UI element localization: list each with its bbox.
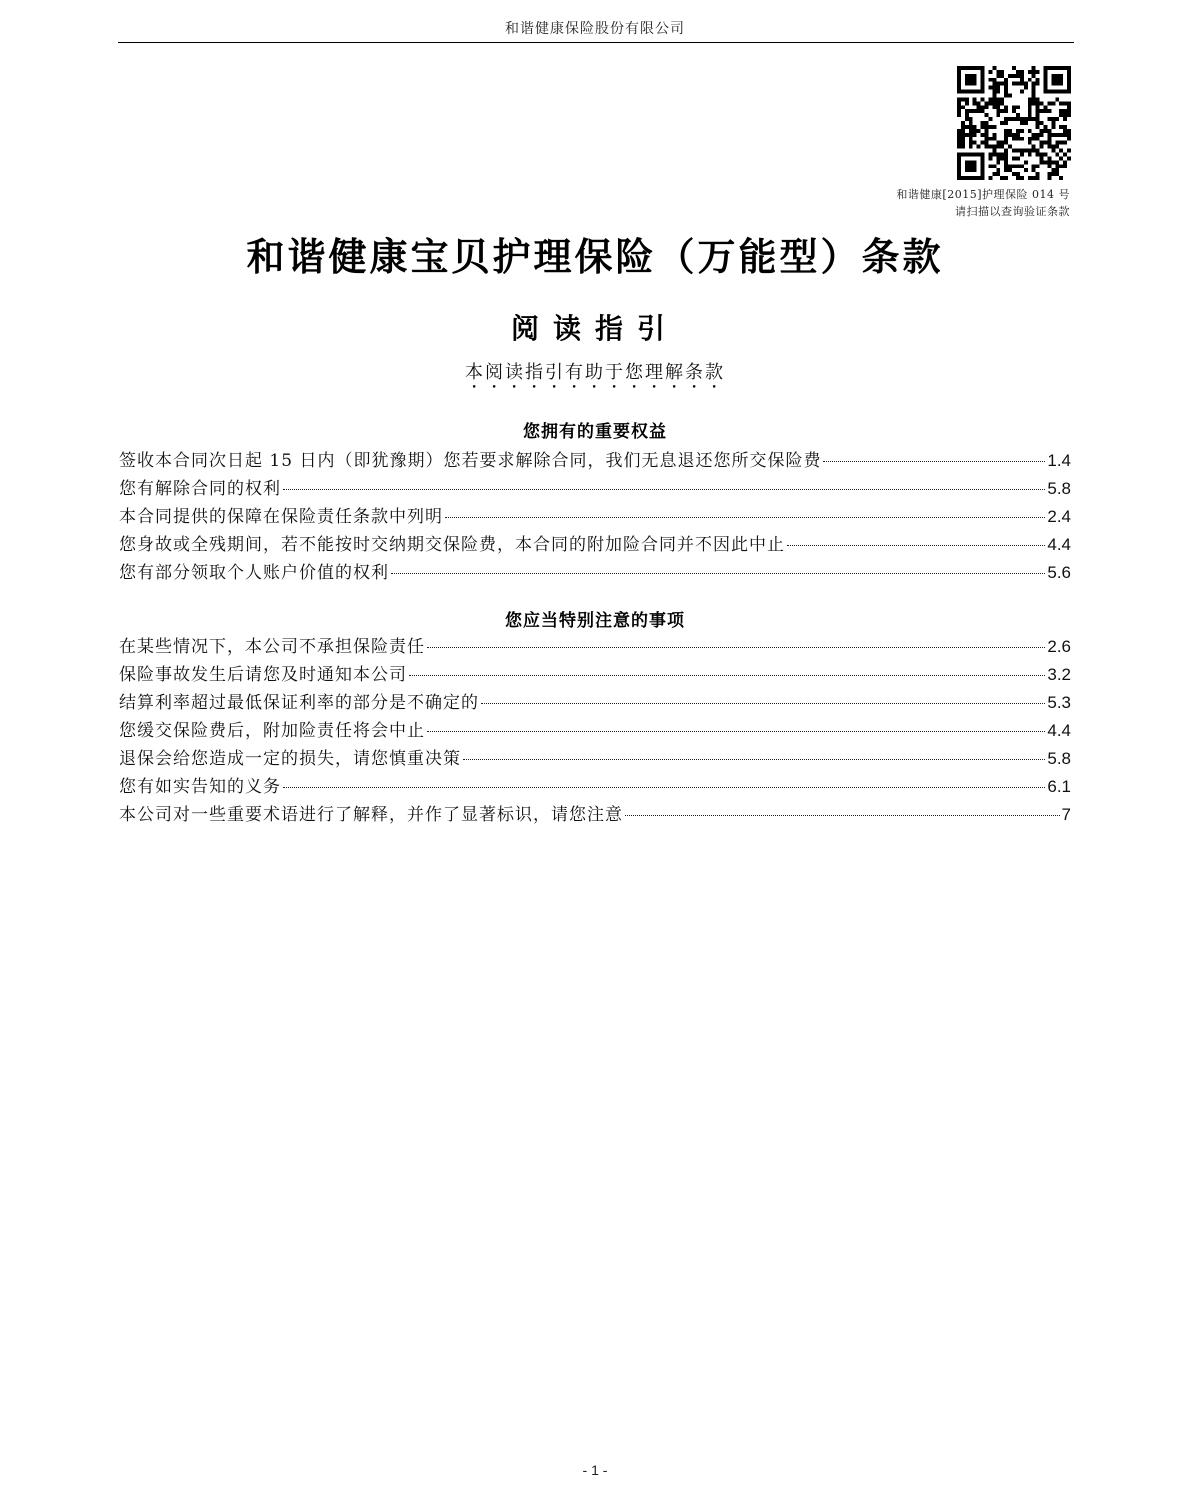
toc-page-ref: 7 bbox=[1061, 805, 1071, 824]
reading-guide-title: 阅读指引 bbox=[510, 312, 679, 345]
header-divider bbox=[118, 42, 1074, 43]
registration-number: 和谐健康[2015]护理保险 014 号 bbox=[896, 188, 1070, 201]
dot-leader bbox=[625, 815, 1060, 816]
dot-leader bbox=[283, 787, 1045, 788]
toc-page-ref: 2.4 bbox=[1047, 507, 1071, 526]
toc-entry-text: 在某些情况下，本公司不承担保险责任 bbox=[119, 637, 425, 657]
dot-leader bbox=[463, 759, 1045, 760]
toc-row[interactable] bbox=[119, 660, 1071, 688]
reading-guide-subtitle: 本阅读指引有助于您理解条款 bbox=[465, 362, 725, 383]
dot-leader bbox=[823, 461, 1045, 462]
toc-row[interactable] bbox=[119, 474, 1071, 502]
toc-entry-text: 您有解除合同的权利 bbox=[119, 479, 281, 499]
toc-page-ref: 4.4 bbox=[1047, 535, 1071, 554]
toc-row[interactable] bbox=[119, 772, 1071, 800]
toc-entry-text: 退保会给您造成一定的损失，请您慎重决策 bbox=[119, 749, 461, 769]
document-title: 和谐健康宝贝护理保险（万能型）条款 bbox=[246, 234, 944, 279]
dot-leader bbox=[481, 703, 1045, 704]
scan-instruction: 请扫描以查询验证条款 bbox=[955, 205, 1070, 218]
toc-entry-text: 结算利率超过最低保证利率的部分是不确定的 bbox=[119, 693, 479, 713]
toc-row[interactable] bbox=[119, 800, 1071, 828]
toc-row[interactable] bbox=[119, 530, 1071, 558]
dot-leader bbox=[427, 731, 1045, 732]
page-number: - 1 - bbox=[582, 1462, 608, 1478]
toc-entry-text: 您有如实告知的义务 bbox=[119, 777, 281, 797]
toc-row[interactable] bbox=[119, 502, 1071, 530]
toc-entry-text: 您缓交保险费后，附加险责任将会中止 bbox=[119, 721, 425, 741]
toc-entry-text: 本合同提供的保障在保险责任条款中列明 bbox=[119, 507, 443, 527]
toc-entry-text: 您身故或全残期间，若不能按时交纳期交保险费，本合同的附加险合同并不因此中止 bbox=[119, 535, 785, 555]
toc-row[interactable] bbox=[119, 744, 1071, 772]
dot-leader bbox=[283, 489, 1045, 490]
toc-page-ref: 5.6 bbox=[1047, 563, 1071, 582]
toc-page-ref: 1.4 bbox=[1047, 451, 1071, 470]
toc-entry-text: 本公司对一些重要术语进行了解释，并作了显著标识，请您注意 bbox=[119, 805, 623, 825]
toc-row[interactable] bbox=[119, 716, 1071, 744]
toc-row[interactable] bbox=[119, 632, 1071, 660]
toc-entry-text: 签收本合同次日起 15 日内（即犹豫期）您若要求解除合同，我们无息退还您所交保险费 bbox=[119, 451, 822, 471]
dot-leader bbox=[427, 647, 1045, 648]
toc-row[interactable] bbox=[119, 558, 1071, 586]
rights-heading: 您拥有的重要权益 bbox=[523, 422, 667, 442]
toc-page-ref: 4.4 bbox=[1047, 721, 1071, 740]
toc-page-ref: 6.1 bbox=[1047, 777, 1071, 796]
notices-heading: 您应当特别注意的事项 bbox=[505, 611, 685, 631]
toc-page-ref: 2.6 bbox=[1047, 637, 1071, 656]
reading-guide-subtitle-wrap bbox=[0, 358, 1190, 393]
rights-list bbox=[119, 446, 1071, 586]
dot-leader bbox=[391, 573, 1045, 574]
notices-list bbox=[119, 632, 1071, 828]
dot-leader bbox=[445, 517, 1045, 518]
toc-page-ref: 5.8 bbox=[1047, 479, 1071, 498]
toc-row[interactable] bbox=[119, 688, 1071, 716]
page-header-company: 和谐健康保险股份有限公司 bbox=[505, 21, 685, 37]
toc-page-ref: 5.8 bbox=[1047, 749, 1071, 768]
toc-entry-text: 您有部分领取个人账户价值的权利 bbox=[119, 563, 389, 583]
toc-entry-text: 保险事故发生后请您及时通知本公司 bbox=[119, 665, 407, 685]
toc-page-ref: 5.3 bbox=[1047, 693, 1071, 712]
dot-leader bbox=[787, 545, 1045, 546]
qr-code-icon bbox=[957, 66, 1071, 180]
toc-row[interactable] bbox=[119, 446, 1071, 474]
toc-page-ref: 3.2 bbox=[1047, 665, 1071, 684]
registration-note bbox=[896, 186, 1070, 220]
dot-leader bbox=[409, 675, 1045, 676]
